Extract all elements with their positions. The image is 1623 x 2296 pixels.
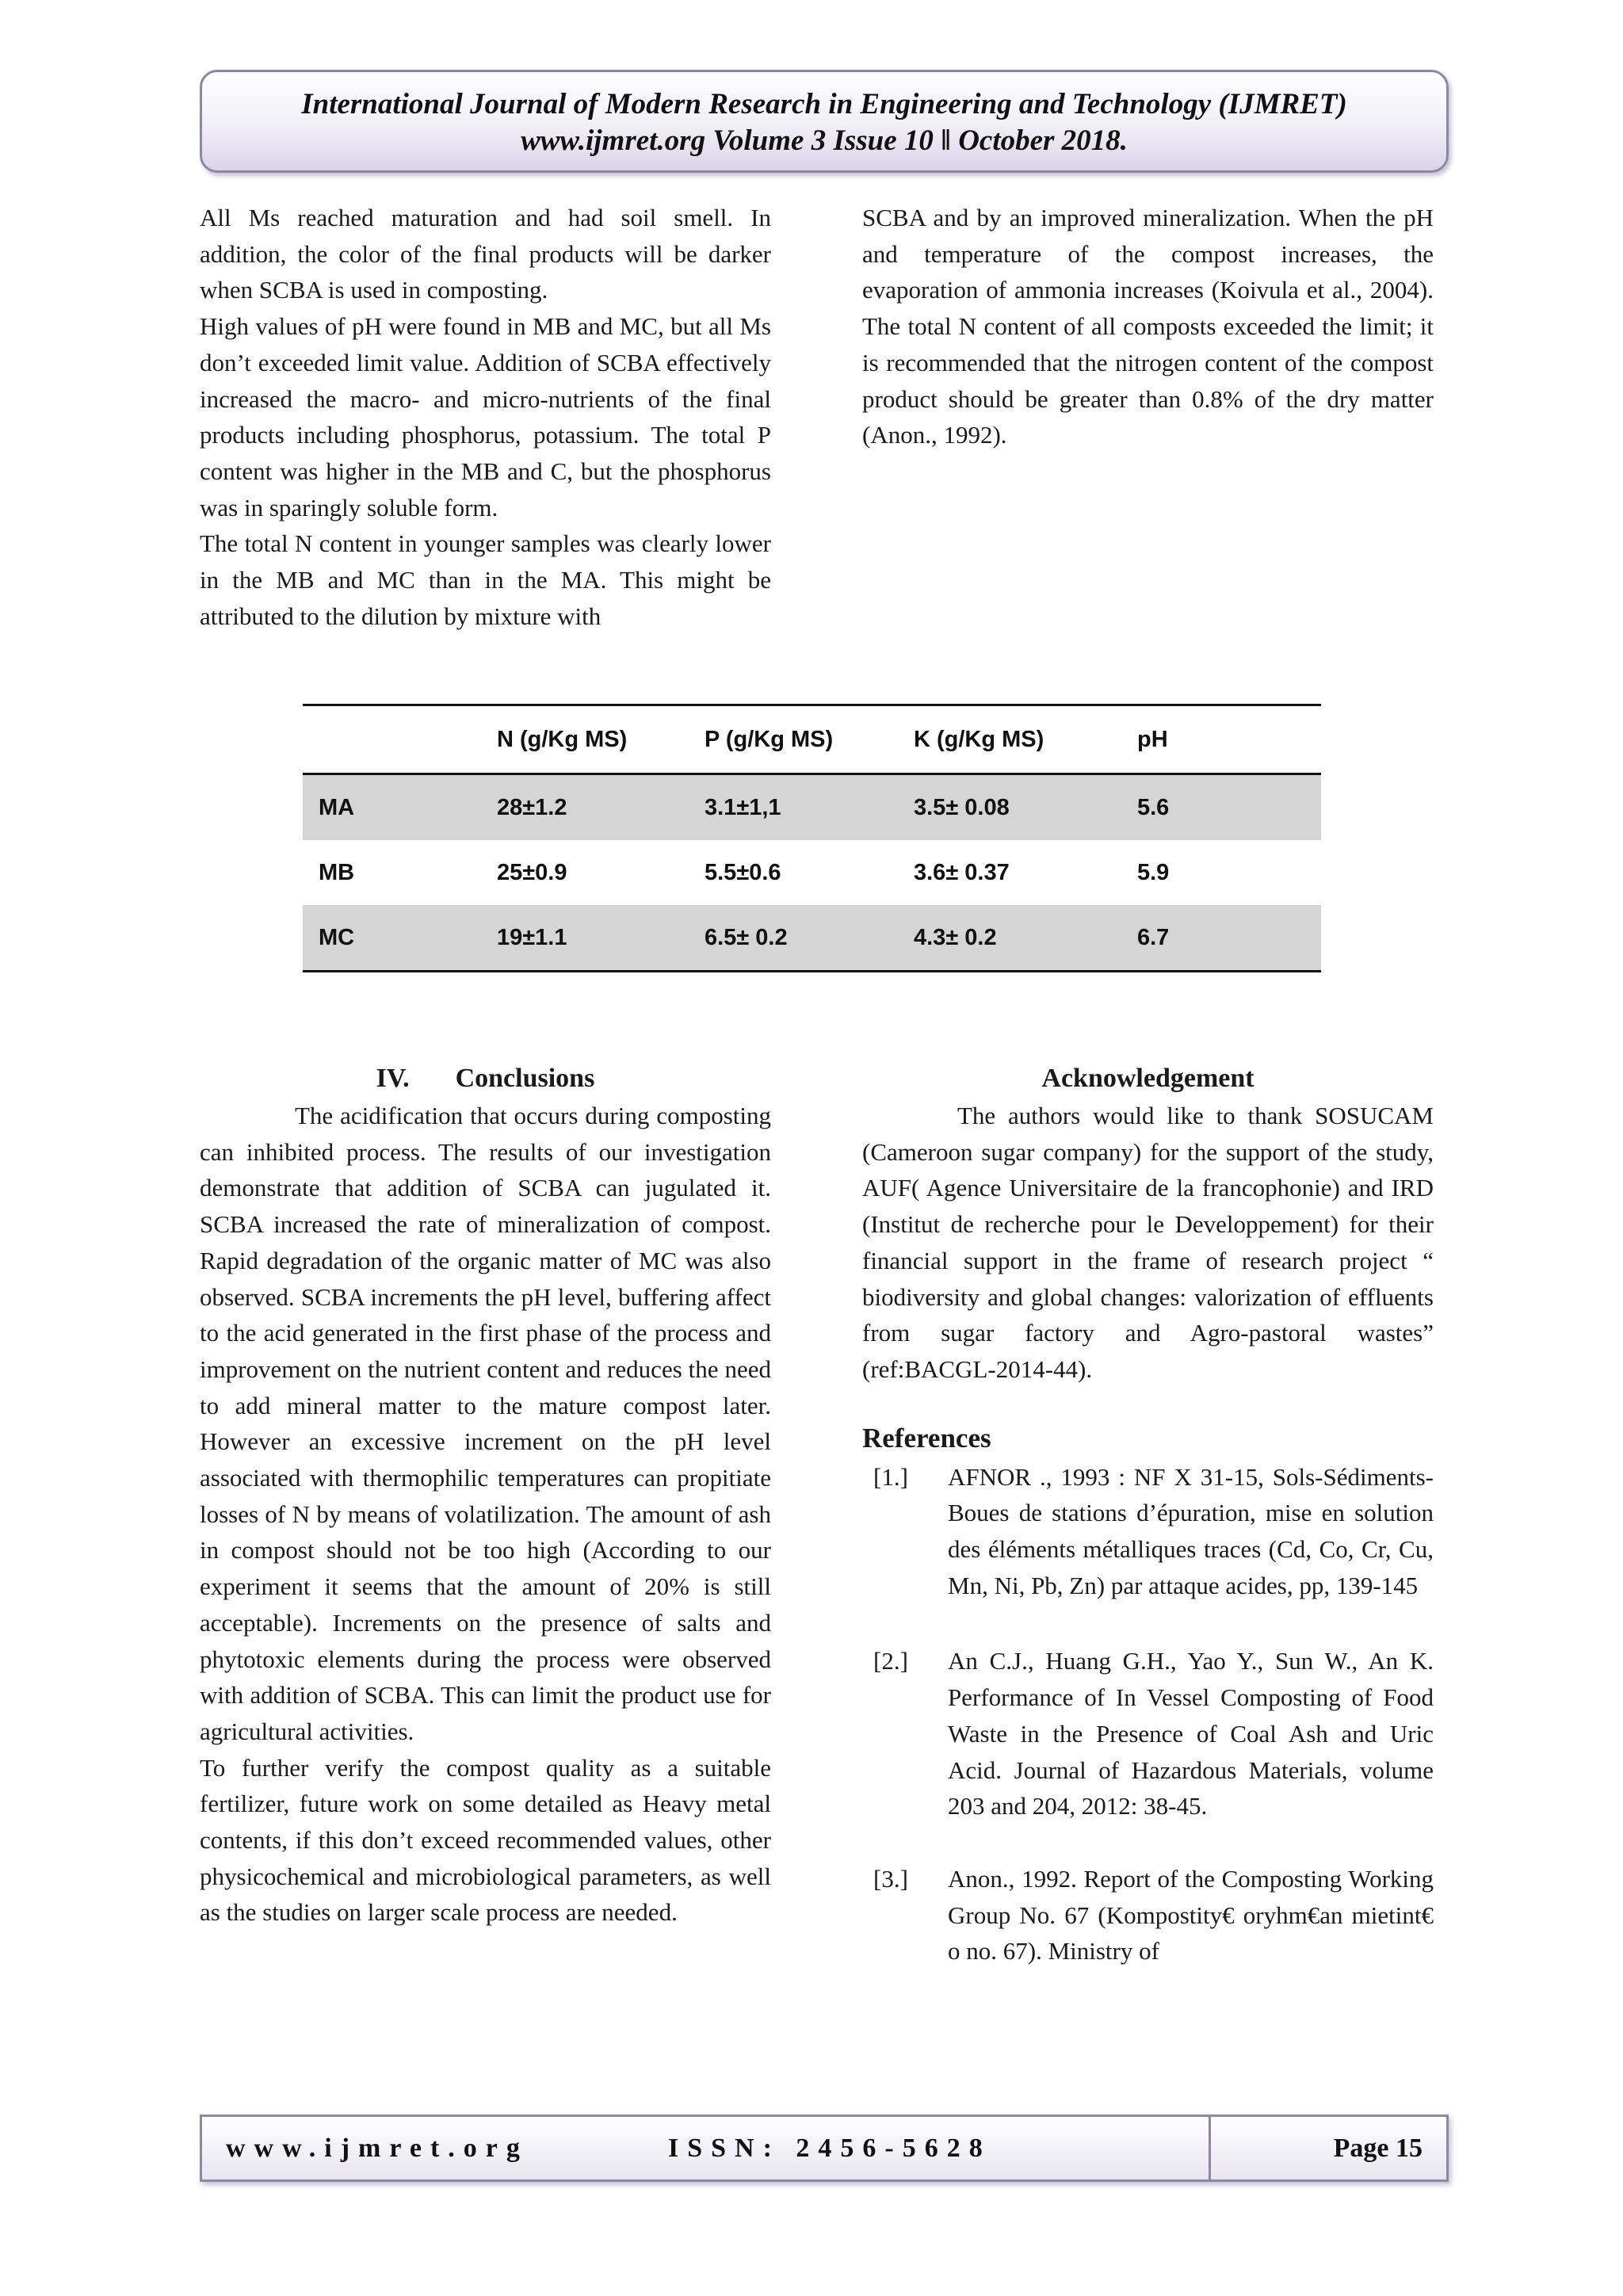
paragraph: To further verify the compost quality as a suitable fertilizer, future work on some detailed as Heavy metal contents, if this don’t exceed recommended values, other physicochemical and microbiological parameters, as well as the studies on larger scale process are needed. (200, 1753, 771, 1927)
reference-number: [3.] (873, 1864, 908, 1893)
table-header-cell: K (g/Kg MS) (914, 726, 1044, 752)
table-header-cell: N (g/Kg MS) (497, 726, 628, 752)
page-number: Page 15 (1333, 2134, 1423, 2163)
table-cell: 3.5± 0.08 (898, 774, 1121, 841)
table-cell: 3.1±1,1 (689, 774, 898, 841)
footer-url: www.ijmret.org (226, 2134, 529, 2163)
table-cell: MB (319, 859, 355, 885)
table-cell: 3.6± 0.37 (914, 859, 1010, 885)
table-cell: MA (303, 774, 481, 841)
reference-number: [2.] (873, 1647, 908, 1675)
table-row (303, 774, 1321, 841)
section-heading: Acknowledgement (1041, 1064, 1254, 1093)
footer-left-cell (202, 2117, 1211, 2179)
paragraph: The acidification that occurs during composting can inhibited process. The results of our investigation demonstrate that addition of SCBA can jugulated it. SCBA increased the rate of mineralization of compost. Rapid degradation of the organic matter of MC was also observed. SCBA increments the pH level, buffering affect to the acid generated in the first phase of the process and improvement on the nutrient content and reduces the need to add mineral matter to the mature compost later. However an excessive increment on the pH level associated with thermophilic temperatures can propitiate losses of N by means of volatilization. The amount of ash in compost should not be too high (According to our experiment it seems that the amount of 20% is still acceptable). Increments on the presence of salts and phytotoxic elements during the process were observed with addition of SCBA. This can limit the product use for agricultural activities. (200, 1102, 771, 1745)
journal-title: International Journal of Modern Research in Engineering and Technology (IJMRET) (301, 88, 1347, 120)
table-cell: 6.7 (1121, 905, 1321, 972)
reference-item (862, 1643, 1434, 1824)
table-cell: 5.6 (1121, 774, 1321, 841)
paragraph: The total N content in younger samples was clearly lower in the MB and MC than in the MA. This might be attributed to the dilution by mixture with (200, 529, 771, 630)
acknowledgement-section (862, 1060, 1434, 1969)
paragraph: SCBA and by an improved mineralization. When the pH and temperature of the compost increases, the evaporation of ammonia increases (Koivula et al., 2004). The total N content of all composts exceeded the limit; it is recommended that the nitrogen content of the compost product should be greater than 0.8% of the dry matter (Anon., 1992). (862, 204, 1434, 449)
table-cell: 6.5± 0.2 (689, 905, 898, 972)
section-heading (200, 1060, 771, 1098)
table-header-row (303, 705, 1321, 774)
reference-number: [1.] (873, 1462, 908, 1491)
reference-text: AFNOR ., 1993 : NF X 31-15, Sols-Sédiments- Boues de stations d’épuration, mise en solution des éléments métalliques traces (Cd, Co, Cr, Cu, Mn, Ni, Pb, Zn) par attaque acides, pp, 139-145 (948, 1462, 1434, 1599)
spacer (862, 1603, 1434, 1643)
table-cell: 5.9 (1137, 859, 1170, 885)
table-cell: 25±0.9 (497, 859, 567, 885)
conclusions-section (200, 1060, 771, 1931)
results-table (303, 704, 1321, 972)
table-row (303, 840, 1321, 905)
table-cell: 5.5±0.6 (705, 859, 781, 885)
journal-header (200, 70, 1449, 173)
reference-text: Anon., 1992. Report of the Composting Working Group No. 67 (Kompostity€ oryhm€an mietint€ o no. 67). Ministry of (948, 1864, 1434, 1966)
page-footer (200, 2115, 1449, 2182)
spacer (862, 1388, 1434, 1418)
paragraph: High values of pH were found in MB and MC, but all Ms don’t exceeded limit value. Addition of SCBA effectively increased the macro- and micro-nutrients of the final products including phosphorus, potassium. The total P content was higher in the MB and C, but the phosphorus was in sparingly soluble form. (200, 312, 771, 521)
references-heading: References (862, 1422, 991, 1454)
reference-item (862, 1459, 1434, 1604)
table-header-cell: pH (1137, 726, 1168, 752)
footer-issn: ISSN: 2456-5628 (668, 2134, 991, 2163)
reference-item (862, 1861, 1434, 1969)
reference-text: An C.J., Huang G.H., Yao Y., Sun W., An K. Performance of In Vessel Composting of Food Waste in the Presence of Coal Ash and Uric Acid. Journal of Hazardous Materials, volume 203 and 204, 2012: 38-45. (948, 1647, 1434, 1820)
table-row (303, 905, 1321, 972)
journal-issue-info: www.ijmret.org Volume 3 Issue 10 ǁ October 2018. (521, 124, 1128, 157)
table-cell: MC (303, 905, 481, 972)
table-header-cell: P (g/Kg MS) (705, 726, 834, 752)
table-cell: 4.3± 0.2 (898, 905, 1121, 972)
table-cell: 28±1.2 (481, 774, 689, 841)
spacer (862, 1824, 1434, 1861)
left-column-top (200, 200, 771, 634)
section-number: IV. (376, 1064, 410, 1093)
table-header-cell (303, 705, 481, 774)
table-cell: 19±1.1 (481, 905, 689, 972)
paragraph: All Ms reached maturation and had soil smell. In addition, the color of the final products will be darker when SCBA is used in composting. (200, 204, 771, 304)
right-column-top (862, 200, 1434, 453)
section-title: Conclusions (455, 1064, 595, 1093)
paragraph: The authors would like to thank SOSUCAM (Cameroon sugar company) for the support of the study, AUF( Agence Universitaire de la francophonie) and IRD (Institut de recherche pour le Developpement) for their financial support in the frame of research project “ biodiversity and global changes: valorization of effluents from sugar factory and Agro-pastoral wastes” (ref:BACGL-2014-44). (862, 1102, 1434, 1383)
